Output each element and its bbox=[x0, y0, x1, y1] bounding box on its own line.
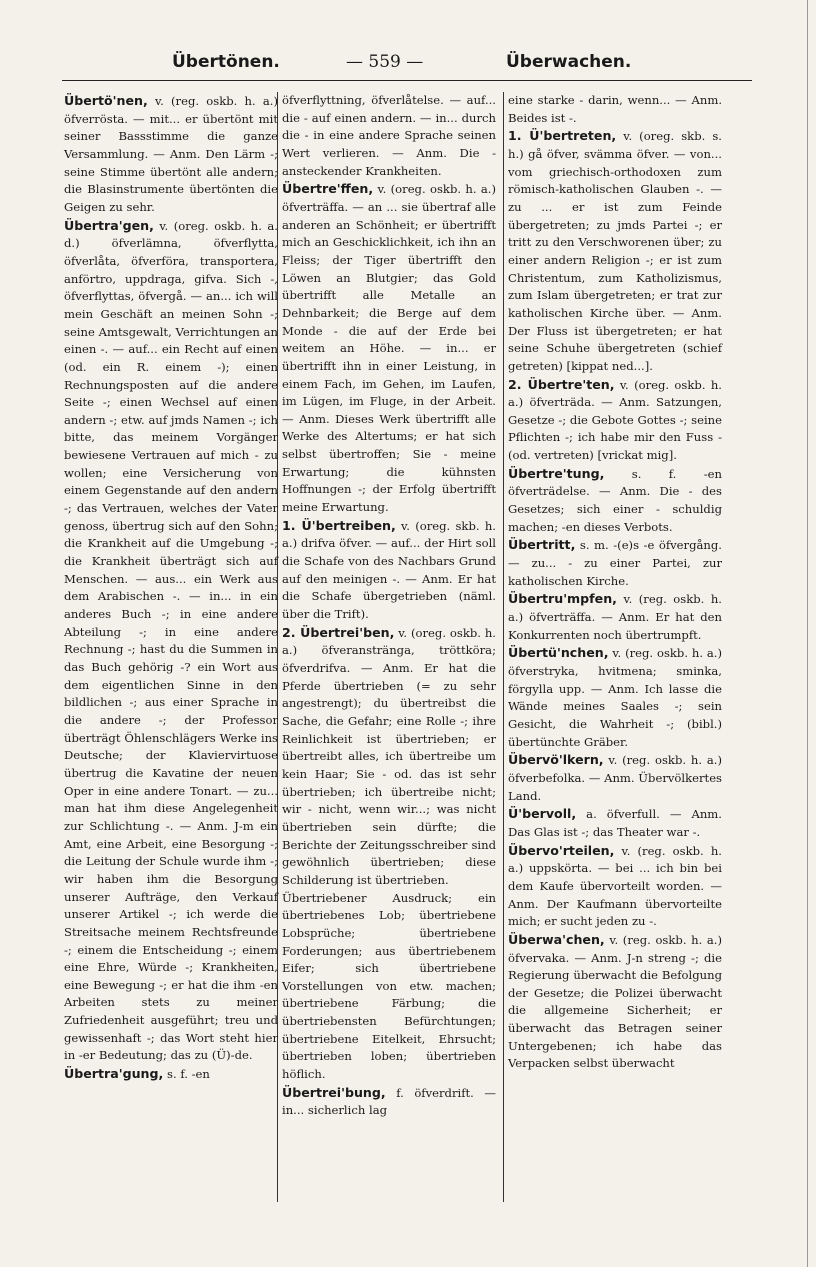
entry-text: v. (oreg. oskb. h. a.) öfverträda. — Anm. Satzungen, Gesetze -; die Gebote Gottes -; seine Pflichten -; ich habe mir den Fuss - (od. vertreten) [vrickat mig]. bbox=[508, 377, 722, 463]
headword: Übertra'gen, bbox=[64, 217, 154, 233]
dictionary-entry bbox=[508, 465, 722, 537]
entry-text: s. m. -(e)s -e öfvergång. — zu... - zu einer Partei, zur katholischen Kirche. bbox=[508, 538, 722, 588]
dictionary-entry bbox=[282, 624, 496, 890]
entry-text: v. (oreg. oskb. h. a.) öfveranstränga, tröttköra; öfverdrifva. — Anm. Er hat die Pferde übertrieben (= zu sehr angestrengt); du übertreibst die Sache, die Gefahr; eine Rolle -; ihre Reinlichkeit ist übertrieben; er übertreibt alles, ich übertreibe um kein Haar; Sie - od. das ist sehr übertrieben; ich übertreibe nicht; wir - nicht, wenn wir...; was nicht übertrieben sein dürfte; die Berichte der Zeitungsschreiber sind gewöhnlich übertrieben; diese Schilderung ist übertrieben. bbox=[282, 625, 496, 887]
entry-text: v. (oreg. oskb. h. a.) öfverträffa. — an ... sie übertraf alle anderen an Schönheit; er übertrifft mich an Geschicklichkeit, ich ihn an Fleiss; der Tiger übertrifft den Löwen an Blutgier; das Gold übertrifft alle Metalle an Dehnbarkeit; die Berge auf dem Monde - die auf der Erde bei weitem an Höhe. — in... er übertrifft ihn in einer Leistung, in einem Fach, im Gehen, im Laufen, im Lügen, im Fluge, in der Arbeit. — Anm. Dieses Werk übertrifft alle Werke des Altertums; er hat sich selbst übertroffen; Sie - meine Erwartung; die kühnsten Hoffnungen -; der Erfolg übertrifft meine Erwartung. bbox=[282, 182, 496, 515]
headword: 2. Übertrei'ben, bbox=[282, 624, 395, 640]
dictionary-entry bbox=[508, 644, 722, 751]
dictionary-entry bbox=[508, 376, 722, 465]
dictionary-entry bbox=[64, 1065, 278, 1084]
dictionary-entry bbox=[282, 180, 496, 516]
entry-text: v. (oreg. skb. h. a.) drifva öfver. — auf... der Hirt soll die Schafe von des Nachbars Grund auf den meinigen -. — Anm. Er hat die Schafe übergetrieben (näml. über die Trift). bbox=[282, 518, 496, 622]
headword: Ü'bervoll, bbox=[508, 806, 577, 822]
entry-text: eine starke - darin, wenn... — Anm. Beides ist -. bbox=[508, 93, 722, 125]
page-number: — 559 — bbox=[346, 52, 424, 72]
column-2 bbox=[282, 92, 496, 1120]
headword: Übertra'gung, bbox=[64, 1066, 164, 1082]
entry-text: s. f. -en öfverträdelse. — Anm. Die - des Gesetzes; sich einer - schuldig machen; -en dieses Verbots. bbox=[508, 466, 722, 534]
entry-text: v. (oreg. oskb. h. a. d.) öfverlämna, öfverflytta, öfverlåta, öfverföra, transportera, anförtro, uppdraga, gifva. Sich -, öfverflyttas, öfvergå. — an... ich will mein Geschäft an meinen Sohn -; seine Amtsgewalt, Verrichtungen an einen -. — auf... ein Recht auf einen (od. ein R. einem -); einen Rechnungsposten auf die andere Seite -; einen Wechsel auf einen andern -; etw. auf jmds Namen -; ich bitte, das meinem Vorgänger bewiesene Vertrauen auf mich - zu wollen; eine Versicherung von einem Gegenstande auf den andern -; das Vertrauen, welches der Vater genoss, übertrug sich auf den Sohn; die Krankheit auf die Umgebung -; die Krankheit überträgt sich auf Menschen. — aus... ein Werk aus dem Arabischen -. — in... in ein anderes Buch -; in eine andere Abteilung -; in eine andere Rechnung -; hast du die Summen in das Buch gehörig -? ein Wort aus dem eigentlichen Sinne in den bildlichen -; aus einer Sprache in die andere -; der Professor überträgt Öhlenschlägers Werke ins Deutsche; der Klaviervirtuose übertrug die Kavatine der neuen Oper in eine andere Tonart. — zu... man hat ihm diese Angelegenheit zur Schlichtung -. — Anm. J-m ein Amt, eine Arbeit, eine Besorgung -; die Leitung der Schule wurde ihm -; wir haben ihm die Besorgung unserer Aufträge, den Verkauf unserer Artikel -; ich werde die Streitsache meinem Rechtsfreunde -; einem die Entscheidung -; einem eine Ehre, Würde -; Krankheiten, eine Bewegung -; er hat die ihm -en Arbeiten stets zu meiner Zufriedenheit ausgeführt; treu und gewissenhaft -; das Wort steht hier in -er Bedeutung; das zu (Ü)-de. bbox=[64, 218, 278, 1063]
entry-text: v. (oreg. skb. s. h.) gå öfver, svämma öfver. — von... vom griechisch-orthodoxen zum römisch-katholischen Glauben -. — zu ... er ist zum Feinde übergetreten; zu jmds Partei -; er tritt zu den Verschworenen über; zu einer andern Religion -; er ist zum Christentum, zum Katholizismus, zum Islam übergetreten; er trat zur katholischen Kirche über. — Anm. Der Fluss ist übergetreten; er hat seine Schuhe übergetreten (schief getreten) [kippat ned...]. bbox=[508, 129, 722, 373]
entry-text: Übertriebener Ausdruck; ein übertriebenes Lob; übertriebene Lobsprüche; übertriebene Forderungen; aus übertriebenem Eifer; sich übertriebene Vorstellungen von etw. machen; übertriebene Färbung; die übertriebensten Befürchtungen; übertriebene Eitelkeit, Ehrsucht; übertrieben loben; übertrieben höflich. bbox=[282, 890, 496, 1082]
dictionary-entry bbox=[508, 127, 722, 375]
headword: Übertre'tung, bbox=[508, 465, 605, 481]
column-3 bbox=[508, 92, 722, 1073]
headword: 1. Ü'bertreiben, bbox=[282, 517, 396, 533]
dictionary-entry bbox=[508, 931, 722, 1073]
dictionary-entry bbox=[282, 1084, 496, 1120]
entry-text: v. (reg. oskb. h. a.) öfverbefolka. — Anm. Übervölkertes Land. bbox=[508, 753, 723, 803]
column-1 bbox=[64, 92, 278, 1084]
dictionary-entry bbox=[64, 217, 278, 1066]
dictionary-entry bbox=[282, 92, 496, 180]
dictionary-entry bbox=[508, 536, 722, 590]
entry-text: öfverflyttning, öfverlåtelse. — auf... die - auf einen andern. — in... durch die - in eine andere Sprache seinen Wert verlieren. — Anm. Die - ansteckender Krankheiten. bbox=[282, 93, 496, 178]
header-rule bbox=[62, 80, 752, 81]
headword: Übertre'ffen, bbox=[282, 181, 374, 197]
dictionary-entry bbox=[282, 517, 496, 624]
headword: 1. Ü'bertreten, bbox=[508, 128, 617, 144]
dictionary-entry bbox=[64, 92, 278, 217]
entry-text: s. f. -en bbox=[163, 1067, 210, 1082]
dictionary-entry bbox=[508, 751, 722, 805]
entry-text: v. (reg. oskb. h. a.) öfverstryka, hvitmena; sminka, förgylla upp. — Anm. Ich lasse die Wände meines Saales -; sein Gesicht, die Wahrheit -; (bibl.) übertünchte Gräber. bbox=[508, 646, 722, 749]
headword: Übervo'rteilen, bbox=[508, 842, 615, 858]
headword: Übertrei'bung, bbox=[282, 1084, 386, 1100]
headword: Übervö'lkern, bbox=[508, 752, 604, 768]
dictionary-entry bbox=[508, 590, 722, 644]
headword: Übertö'nen, bbox=[64, 93, 148, 108]
dictionary-entry bbox=[508, 805, 722, 841]
headword: Übertü'nchen, bbox=[508, 645, 609, 661]
entry-text: v. (reg. oskb. h. a.) öfverrösta. — mit... er übertönt mit seiner Bassstimme die ganze Versammlung. — Anm. Den Lärm -; seine Stimme übertönt alle andern; die Blasinstrumente übertönten die Geigen zu sehr. bbox=[64, 94, 278, 214]
dictionary-entry bbox=[508, 842, 722, 931]
headword: Überwa'chen, bbox=[508, 931, 605, 947]
headword: 2. Übertre'ten, bbox=[508, 376, 615, 392]
headword: Übertru'mpfen, bbox=[508, 591, 617, 607]
entry-text: a. öfverfull. — Anm. Das Glas ist -; das Theater war -. bbox=[508, 807, 722, 839]
entry-text: v. (reg. oskb. h. a.) öfverträffa. — Anm. Er hat den Konkurrenten noch übertrumpft. bbox=[508, 592, 722, 642]
dictionary-entry bbox=[508, 92, 722, 127]
entry-text: v. (reg. oskb. h. a.) uppskörta. — bei ... ich bin bei dem Kaufe übervorteilt worden. — Anm. Der Kaufmann übervorteilte mich; er sucht jeden zu -. bbox=[508, 843, 722, 929]
header-right-catchword: Überwachen. bbox=[506, 52, 632, 72]
entry-text: v. (reg. oskb. h. a.) öfvervaka. — Anm. J-n streng -; die Regierung überwacht die Befolgung der Gesetze; die Polizei überwacht die allgemeine Sicherheit; er überwacht das Betragen seiner Untergebenen; ich habe das Verpacken selbst überwacht bbox=[508, 932, 722, 1071]
column-divider bbox=[503, 92, 504, 1202]
page-edge bbox=[807, 0, 808, 1267]
header-left-catchword: Übertönen. bbox=[172, 52, 280, 72]
entry-text: f. öfverdrift. — in... sicherlich lag bbox=[282, 1085, 496, 1118]
headword: Übertritt, bbox=[508, 537, 576, 553]
page-header bbox=[60, 52, 760, 80]
dictionary-entry bbox=[282, 890, 496, 1084]
